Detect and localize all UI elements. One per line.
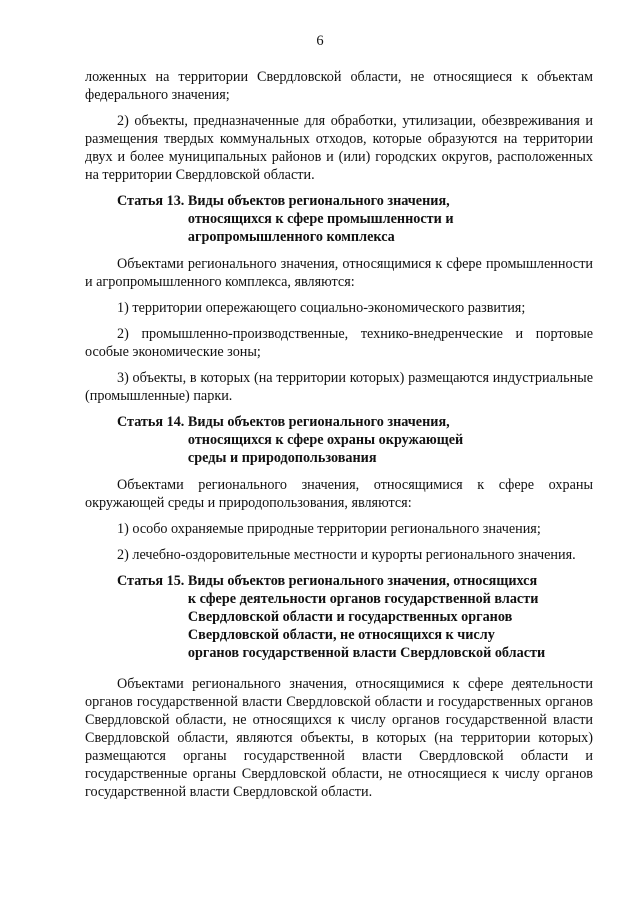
article-number: Статья 13.	[117, 193, 188, 209]
article-title	[188, 192, 593, 246]
article-title	[188, 572, 593, 662]
paragraph: 2) промышленно-производственные, технико-внедренческие и портовые особые экономические зоны;	[85, 326, 593, 360]
paragraph: 3) объекты, в которых (на территории которых) размещаются индустриальные (промышленные) парки.	[85, 370, 593, 404]
paragraph: 2) лечебно-оздоровительные местности и курорты регионального значения.	[117, 547, 576, 563]
paragraph: Объектами регионального значения, относящимися к сфере промышленности и агропромышленного комплекса, являются:	[85, 256, 593, 290]
article-title-line: Свердловской области и государственных органов	[187, 609, 513, 625]
article-number: Статья 15.	[117, 573, 188, 589]
article-title-line: Свердловской области, не относящихся к числу	[187, 627, 495, 643]
paragraph: Объектами регионального значения, относящимися к сфере охраны окружающей среды и природопользования, являются:	[85, 477, 593, 511]
article-title-line: относящихся к сфере промышленности и	[187, 211, 454, 227]
article-title-line: Виды объектов регионального значения,	[187, 193, 450, 209]
article-heading	[85, 572, 593, 662]
article-title-line: Виды объектов регионального значения, относящихся	[187, 573, 538, 589]
article-title-line: относящихся к сфере охраны окружающей	[187, 432, 464, 448]
article-title-line: среды и природопользования	[187, 450, 377, 466]
article-title-line: органов государственной власти Свердловской области	[187, 645, 546, 661]
article-heading	[85, 192, 593, 246]
article-title-line: агропромышленного комплекса	[187, 229, 395, 245]
paragraph: 1) территории опережающего социально-экономического развития;	[117, 300, 526, 316]
page-number: 6	[316, 33, 324, 49]
paragraph: 2) объекты, предназначенные для обработки, утилизации, обезвреживания и размещения твердых коммунальных отходов, которые образуются на территории двух и более муниципальных районов и (или) городских округов, расположенных на территории Свердловской области.	[85, 113, 593, 183]
article-title-line: к сфере деятельности органов государственной власти	[187, 591, 539, 607]
paragraph: ложенных на территории Свердловской области, не относящиеся к объектам федерального значения;	[85, 69, 593, 103]
article-heading	[85, 413, 593, 467]
article-number: Статья 14.	[117, 414, 188, 430]
document-body	[85, 68, 593, 809]
article-title-line: Виды объектов регионального значения,	[187, 414, 450, 430]
paragraph: 1) особо охраняемые природные территории регионального значения;	[117, 521, 541, 537]
paragraph: Объектами регионального значения, относящимися к сфере деятельности органов государственной власти Свердловской области и государственных органов Свердловской области, не относящихся к числу органов государственной власти Свердловской области, являются объекты, в которых (на территории которых) размещаются органы государственной власти Свердловской области и государственные органы Свердловской области, не относящиеся к числу органов государственной власти Свердловской области.	[85, 676, 593, 800]
article-title	[188, 413, 593, 467]
